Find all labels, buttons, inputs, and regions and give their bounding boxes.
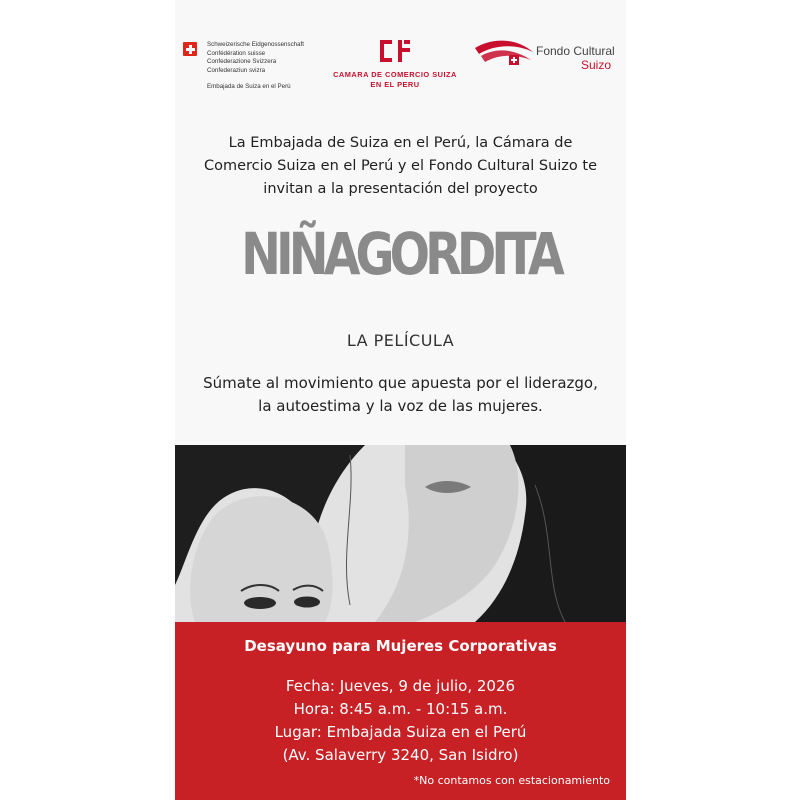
project-tagline: Súmate al movimiento que apuesta por el liderazgo, la autoestima y la voz de las mujeres.: [203, 374, 598, 415]
project-title: NIÑAGORDITA: [241, 220, 560, 288]
fondo-cultural-logo: [473, 38, 623, 78]
event-title: Desayuno para Mujeres Corporativas: [244, 637, 557, 655]
parking-note: *No contamos con estacionamiento: [413, 774, 610, 787]
event-place: Lugar: Embajada Suiza en el Perú: [274, 723, 527, 741]
fondo-subtitle: Suizo: [581, 58, 612, 72]
swiss-embassy-label: Embajada de Suiza en el Perú: [207, 83, 291, 90]
event-time: Hora: 8:45 a.m. - 10:15 a.m.: [293, 700, 508, 718]
swiss-flag-icon: [183, 42, 197, 56]
invitation-card: [175, 0, 626, 800]
event-details-panel: [175, 622, 626, 800]
event-address: (Av. Salaverry 3240, San Isidro): [282, 746, 519, 764]
film-still-photo: [175, 445, 626, 622]
invitation-intro: La Embajada de Suiza en el Perú, la Cámara de Comercio Suiza en el Perú y el Fondo Cultural Suizo te invitan a la presentación del proyecto: [203, 135, 598, 197]
chamber-emblem-icon: [378, 38, 412, 64]
chamber-of-commerce-logo: [325, 38, 465, 90]
swiss-confederation-names: Schweizerische Eidgenossenschaft Confédération suisse Confederazione Svizzera Confederaziun svizra: [207, 41, 304, 74]
fondo-swoosh-icon: [473, 38, 535, 74]
project-subtitle: LA PELÍCULA: [346, 331, 455, 350]
chamber-name-line1: CAMARA DE COMERCIO SUIZA: [333, 70, 457, 79]
event-date: Fecha: Jueves, 9 de julio, 2026: [285, 677, 516, 695]
fondo-title: Fondo Cultural: [536, 44, 615, 58]
chamber-name-line2: EN EL PERU: [370, 80, 420, 89]
